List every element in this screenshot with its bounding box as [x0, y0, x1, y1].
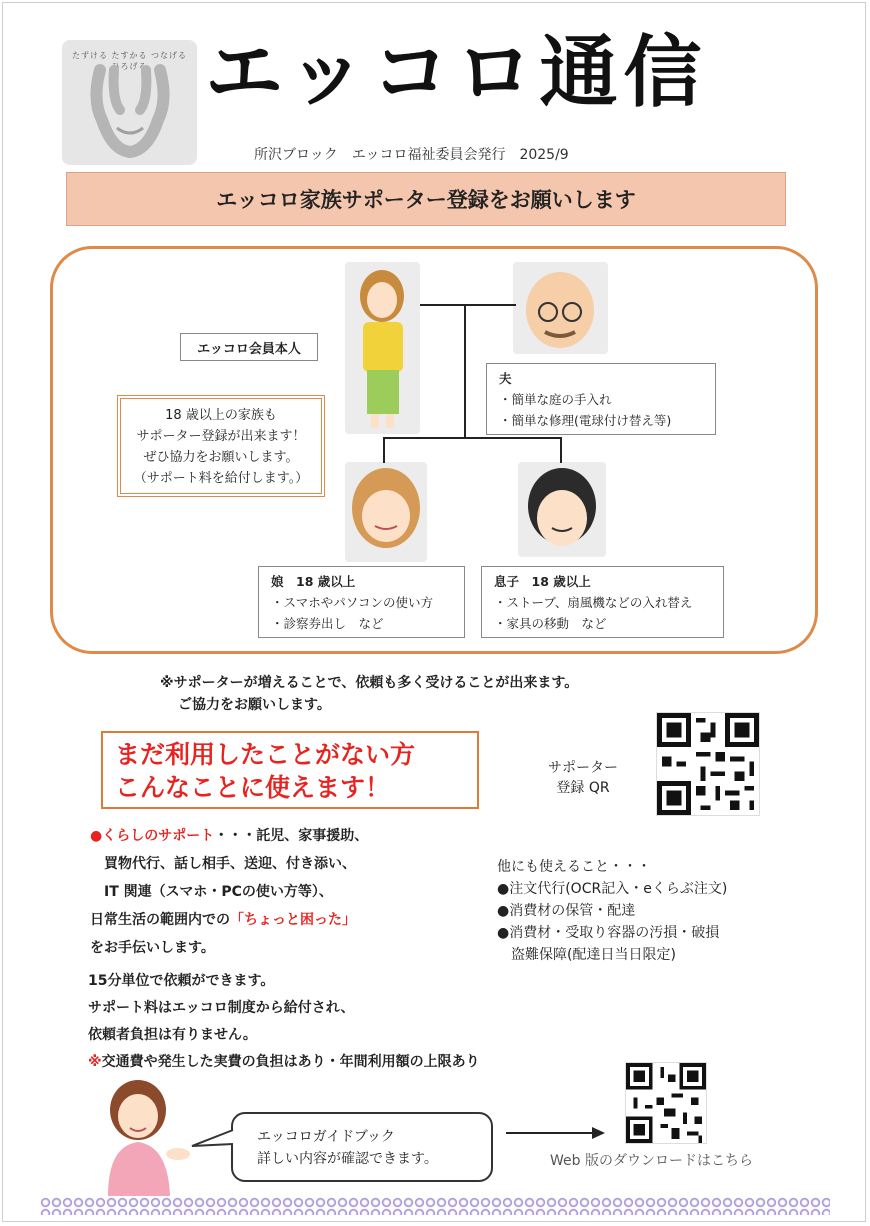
bubble-tail-icon [190, 1126, 234, 1152]
husband-title: 夫 [499, 371, 512, 386]
other-uses-item: ●消費材の保管・配達 [497, 903, 636, 919]
title-banner: エッコロ家族サポーター登録をお願いします [66, 172, 786, 226]
services-line [90, 822, 368, 850]
services-line4-pre: 日常生活の範囲内での [90, 912, 230, 928]
supporter-qr-code[interactable] [656, 712, 760, 816]
publisher-line: 所沢ブロック エッコロ福祉委員会発行 2025/9 [254, 147, 569, 163]
services-line [90, 906, 368, 934]
supporter-note-line: ※サポーターが増えることで、依頼も多く受けることが出来ます。 [160, 675, 579, 691]
note-line: 18 歳以上の家族も [165, 408, 277, 423]
other-uses-item: ●注文代行(OCR記入・eくらぶ注文) [497, 881, 728, 897]
other-uses-item: ●消費材・受取り容器の汚損・破損 [497, 925, 720, 941]
guidebook-bubble [231, 1112, 493, 1182]
qr-label-line: 登録 QR [556, 780, 610, 796]
usage-line: 依頼者負担は有りません。 [88, 1027, 257, 1043]
son-item: ・家具の移動 など [494, 616, 607, 631]
daughter-item: ・診察券出し など [271, 616, 384, 631]
usage-line4: 交通費や発生した実費の負担はあり・年間利用額の上限あり [101, 1054, 480, 1070]
services-head-rest: ・・・託児、家事援助、 [214, 828, 369, 844]
usage-line [88, 1049, 480, 1076]
other-uses-head: 他にも使えること・・・ [497, 859, 651, 875]
promo-box [101, 731, 479, 809]
usage-mark: ※ [88, 1054, 102, 1070]
connector-line [383, 437, 561, 439]
qr-label-line: サポーター [548, 760, 618, 776]
other-uses [497, 856, 727, 966]
daughter-box [258, 566, 465, 638]
bubble-line: エッコロガイドブック [257, 1129, 395, 1145]
connector-line [420, 304, 516, 306]
usage-line: 15分単位で依頼ができます。 [88, 973, 275, 989]
note-line: サポーター登録が出来ます！ [136, 429, 306, 444]
decorative-border-strip [40, 1197, 830, 1215]
bullet-icon: ● [90, 828, 103, 844]
husband-illustration [513, 262, 608, 354]
family-note-box [117, 395, 325, 497]
daughter-title: 娘 18 歳以上 [271, 574, 356, 589]
daughter-item: ・スマホやパソコンの使い方 [271, 595, 434, 610]
husband-item: ・簡単な庭の手入れ [499, 392, 612, 407]
web-download-qr-code[interactable] [625, 1062, 707, 1144]
bubble-line: 詳しい内容が確認できます。 [257, 1151, 438, 1167]
member-label: エッコロ会員本人 [180, 333, 318, 361]
connector-line [464, 304, 466, 438]
son-item: ・ストーブ、扇風機などの入れ替え [494, 595, 693, 610]
connector-line [383, 437, 385, 463]
services-description [90, 822, 368, 962]
web-download-label[interactable]: Web 版のダウンロードはこちら [550, 1153, 753, 1169]
services-line4-red: 「ちょっと困った」 [230, 912, 356, 928]
services-line: IT 関連（スマホ・PCの使い方等）、 [104, 884, 333, 900]
usage-info [88, 968, 480, 1076]
other-uses-item: 盗難保障(配達日当日限定) [497, 947, 676, 963]
promo-line: まだ利用したことがない方 [115, 740, 416, 769]
husband-item: ・簡単な修理(電球付け替え等) [499, 413, 672, 428]
services-line: 買物代行、話し相手、送迎、付き添い、 [104, 856, 356, 872]
son-illustration [518, 462, 606, 557]
daughter-illustration [345, 462, 427, 562]
note-line: ぜひ協力をお願いします。 [143, 450, 299, 465]
promo-line: こんなことに使えます！ [115, 773, 391, 802]
supporter-note [160, 672, 578, 716]
son-title: 息子 18 歳以上 [494, 574, 591, 589]
newsletter-title: エッコロ通信 [205, 28, 708, 118]
arrow-right-icon [506, 1126, 606, 1140]
rabbit-logo-icon [62, 40, 197, 165]
services-head: くらしのサポート [102, 828, 215, 844]
member-woman-illustration [345, 262, 420, 434]
son-box [481, 566, 724, 638]
logo-text: たずける たすかる つなげる ひろげる [71, 51, 188, 71]
qr-label [548, 758, 618, 798]
supporter-note-line: ご協力をお願いします。 [178, 697, 331, 713]
husband-box [486, 363, 716, 435]
guide-woman-illustration [98, 1078, 193, 1196]
connector-line [560, 437, 562, 463]
usage-line: サポート料はエッコロ制度から給付され、 [88, 1000, 355, 1016]
note-line: （サポート料を給付します。） [133, 471, 309, 486]
ekkoro-logo [62, 40, 197, 165]
services-line: をお手伝いします。 [90, 940, 215, 956]
